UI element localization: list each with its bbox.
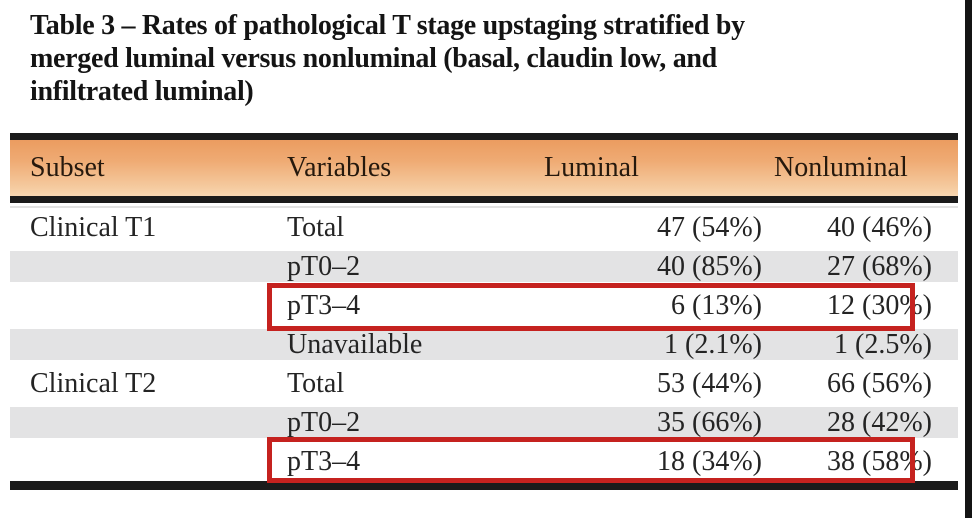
column-header-luminal: Luminal: [544, 152, 639, 183]
header-bottom-rule: [10, 196, 958, 203]
data-table: [10, 133, 958, 490]
table-row: [10, 325, 958, 364]
table-caption: [30, 9, 745, 108]
cell-luminal: 6 (13%): [671, 289, 762, 321]
table-row: [10, 403, 958, 442]
cell-variable: Unavailable: [287, 328, 423, 360]
cell-variable: pT0–2: [287, 250, 361, 282]
column-header-subset: Subset: [30, 152, 105, 183]
cell-nonluminal: 28 (42%): [827, 406, 932, 438]
cell-nonluminal: 38 (58%): [827, 445, 932, 477]
cell-luminal: 47 (54%): [657, 211, 762, 243]
table-row: [10, 247, 958, 286]
table-caption-line-1: Table 3 – Rates of pathological T stage upstaging stratified by: [30, 10, 745, 41]
cell-nonluminal: 66 (56%): [827, 367, 932, 399]
column-header-nonluminal: Nonluminal: [774, 152, 908, 183]
table-bottom-rule: [10, 481, 958, 490]
cell-variable: Total: [287, 367, 345, 399]
cell-variable: pT0–2: [287, 406, 361, 438]
cell-luminal: 35 (66%): [657, 406, 762, 438]
cell-nonluminal: 12 (30%): [827, 289, 932, 321]
image-right-edge-strip: [965, 0, 972, 518]
cell-variable: Total: [287, 211, 345, 243]
table-row-highlighted: [10, 286, 958, 325]
table-body: [10, 208, 958, 481]
header-top-rule: [10, 133, 958, 140]
cell-variable: pT3–4: [287, 445, 361, 477]
table-caption-line-3: infiltrated luminal): [30, 76, 254, 107]
cell-variable: pT3–4: [287, 289, 361, 321]
table-row-highlighted: [10, 442, 958, 481]
cell-nonluminal: 27 (68%): [827, 250, 932, 282]
table-row: [10, 208, 958, 247]
cell-luminal: 40 (85%): [657, 250, 762, 282]
cell-nonluminal: 1 (2.5%): [834, 328, 932, 360]
table-caption-line-2: merged luminal versus nonluminal (basal, claudin low, and: [30, 43, 717, 74]
table-header-row: [10, 140, 958, 196]
cell-subset: Clinical T1: [30, 211, 157, 243]
cell-luminal: 1 (2.1%): [664, 328, 762, 360]
table-row: [10, 364, 958, 403]
cell-nonluminal: 40 (46%): [827, 211, 932, 243]
cell-luminal: 53 (44%): [657, 367, 762, 399]
cell-subset: Clinical T2: [30, 367, 157, 399]
column-header-variables: Variables: [287, 152, 392, 183]
cell-luminal: 18 (34%): [657, 445, 762, 477]
